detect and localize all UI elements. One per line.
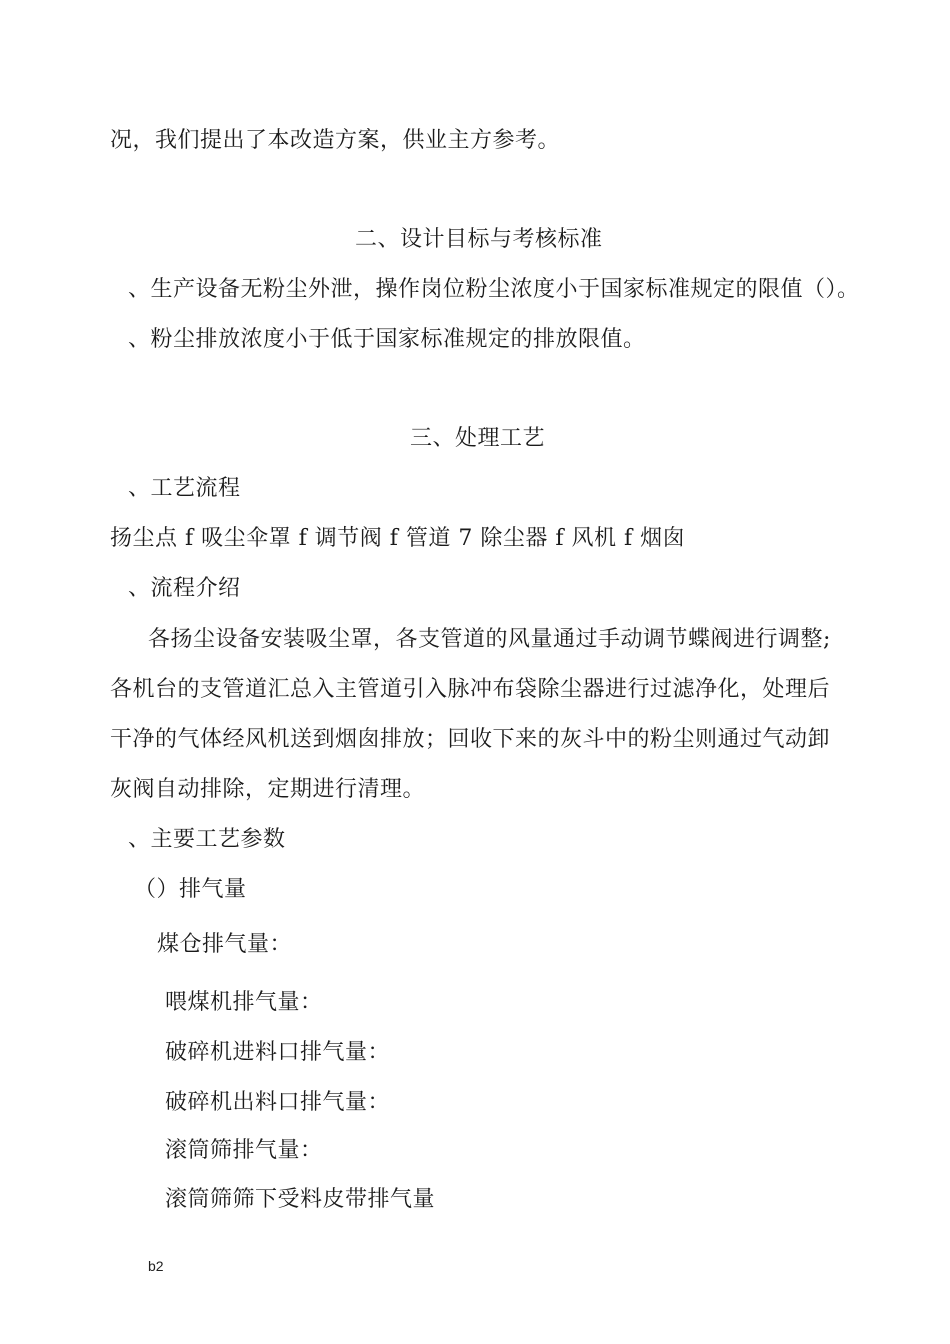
section-3-heading: 三、处理工艺 bbox=[410, 426, 546, 451]
section-2-item-2: 、粉尘排放浓度小于低于国家标准规定的排放限值。 bbox=[128, 327, 646, 352]
exhaust-item-crusher-inlet: 破碎机进料口排气量： bbox=[165, 1040, 391, 1065]
exhaust-item-coal-feeder: 喂煤机排气量： bbox=[165, 990, 323, 1015]
process-intro-heading: 、流程介绍 bbox=[128, 576, 241, 601]
exhaust-heading: （）排气量 bbox=[134, 877, 247, 902]
params-heading: 、主要工艺参数 bbox=[128, 827, 286, 852]
exhaust-item-drum-screen-belt: 滚筒筛筛下受料皮带排气量 bbox=[165, 1187, 436, 1212]
section-2-heading: 二、设计目标与考核标准 bbox=[355, 227, 603, 252]
process-intro-line-1: 各扬尘设备安装吸尘罩，各支管道的风量通过手动调节蝶阀进行调整; bbox=[148, 627, 831, 652]
exhaust-item-crusher-outlet: 破碎机出料口排气量： bbox=[165, 1090, 391, 1115]
process-flow-heading: 、工艺流程 bbox=[128, 476, 241, 501]
section-2-item-1: 、生产设备无粉尘外泄，操作岗位粉尘浓度小于国家标准规定的限值（）。 bbox=[128, 277, 860, 302]
exhaust-item-drum-screen: 滚筒筛排气量： bbox=[165, 1138, 323, 1163]
process-flow-line: 扬尘点 f 吸尘伞罩 f 调节阀 f 管道 7 除尘器 f 风机 f 烟囱 bbox=[110, 526, 686, 551]
intro-tail-text: 况，我们提出了本改造方案，供业主方参考。 bbox=[110, 128, 561, 153]
page-footer-label: b2 bbox=[148, 1258, 164, 1274]
process-intro-line-3: 干净的气体经风机送到烟囱排放；回收下来的灰斗中的粉尘则通过气动卸 bbox=[110, 727, 831, 752]
process-intro-line-2: 各机台的支管道汇总入主管道引入脉冲布袋除尘器进行过滤净化，处理后 bbox=[110, 677, 831, 702]
process-intro-line-4: 灰阀自动排除，定期进行清理。 bbox=[110, 777, 426, 802]
exhaust-item-coal-bin: 煤仓排气量： bbox=[157, 932, 293, 957]
